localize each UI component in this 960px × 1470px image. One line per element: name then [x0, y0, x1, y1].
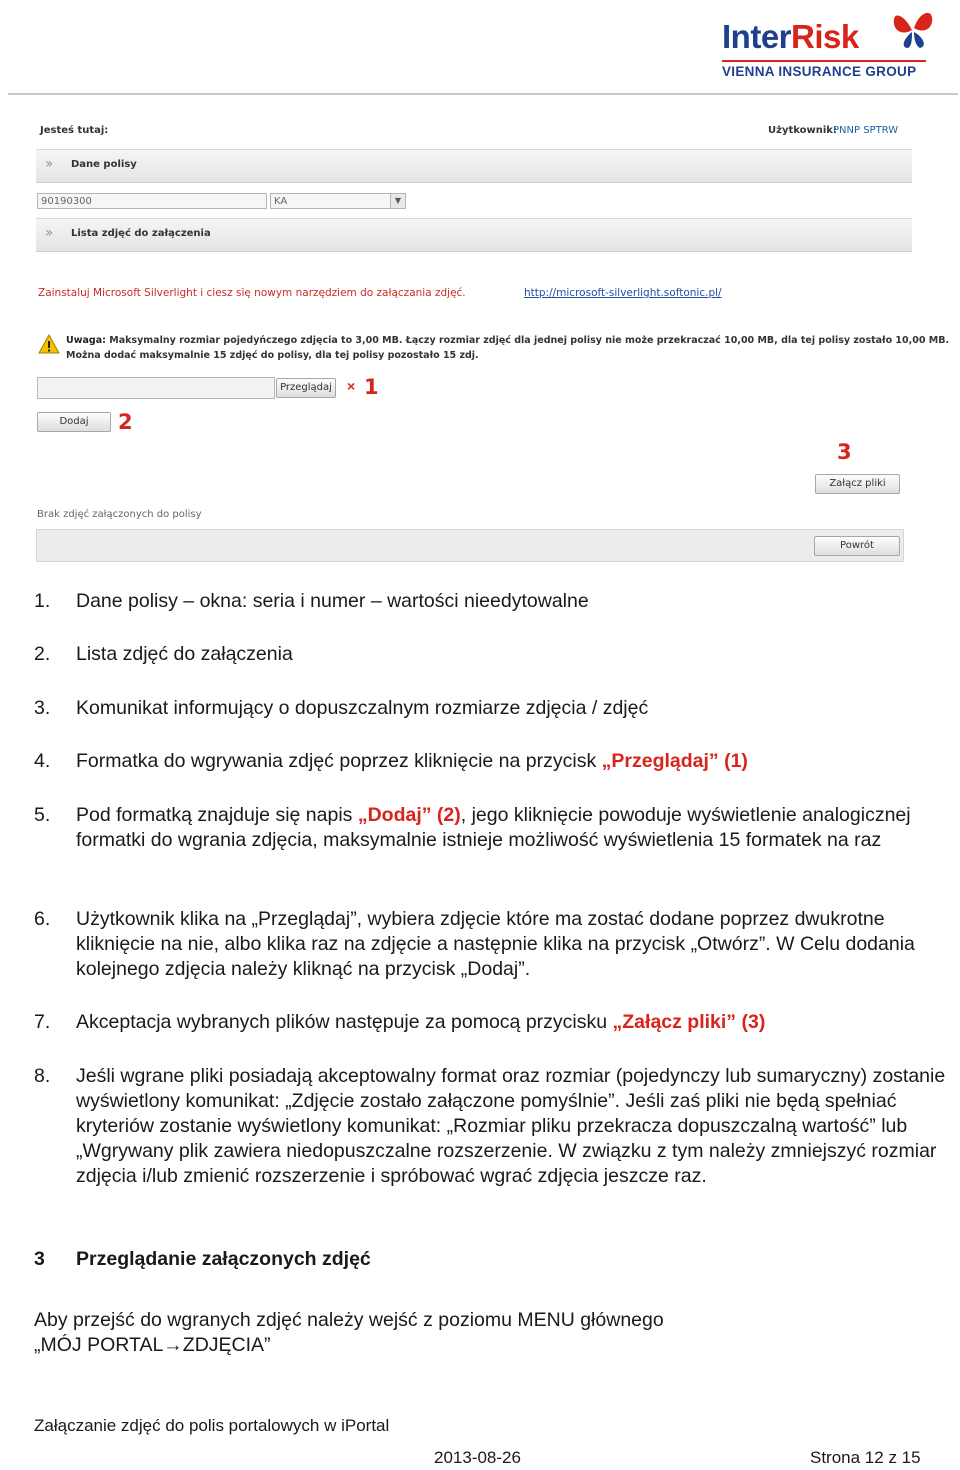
list-number: 2. — [34, 643, 51, 665]
warning-lead: Uwaga: — [66, 335, 106, 346]
chevron-right-icon: ›› — [45, 225, 51, 241]
file-path-input[interactable] — [37, 377, 275, 399]
list-item — [0, 803, 960, 879]
list-item — [0, 749, 960, 774]
list-highlight: „Załącz pliki” (3) — [612, 1011, 766, 1033]
list-text: Komunikat informujący o dopuszczalnym rozmiarze zdjęcia / zdjęć — [76, 697, 649, 719]
add-button[interactable]: Dodaj — [37, 412, 111, 432]
butterfly-icon — [890, 4, 936, 54]
no-photos-message: Brak zdjęć załączonych do polisy — [37, 509, 202, 520]
list-text: Użytkownik klika na „Przeglądaj”, wybiera zdjęcie które ma zostać dodane poprzez dwukrotne kliknięcie na nie, albo klika raz na zdjęcie a następnie klika na przycisk „Otwórz”. W Celu dodania kolejnego zdjęcia należy kliknąć na przycisk „Dodaj”. — [76, 908, 915, 980]
list-text — [76, 803, 960, 853]
warning-line-1: Maksymalny rozmiar pojedyńczego zdjęcia to 3,00 MB. Łączy rozmiar zdjęć dla jednej polisy nie może przekraczać 10,00 MB, dla tej polisy zostało 10,00 MB. — [109, 335, 950, 346]
list-text: Jeśli wgrane pliki posiadają akceptowalny format oraz rozmiar (pojedynczy lub sumaryczny) zostanie wyświetlony komunikat: „Zdjęcie zostało załączone pomyślnie”. Jeśli zaś pliki nie będą spełniać kryteriów zostanie wyświetlony komunikat: „Rozmiar pliku przekracza dopuszczalną wartość” lub „Wgrywany plik zawiera niedopuszczalne rozszerzenie. W związku z tym należy zmniejszyć rozmiar zdjęcia i/lub zmienić rozszerzenie i spróbować wgrać zdjęcia jeszcze raz. — [76, 1065, 946, 1187]
callout-marker-2: 2 — [118, 410, 133, 434]
logo-underline — [722, 60, 926, 62]
policy-series-select[interactable] — [270, 193, 406, 209]
list-text — [76, 1010, 960, 1035]
footer-document-title: Załączanie zdjęć do polis portalowych w iPortal — [34, 1416, 390, 1435]
warning-line-2: Można dodać maksymalnie 15 zdjęć do polisy, dla tej polisy pozostało 15 zdj. — [66, 350, 479, 361]
back-button[interactable]: Powrót — [814, 536, 900, 556]
list-highlight: „Dodaj” (2) — [357, 804, 461, 826]
warning-icon — [38, 334, 60, 354]
user-name[interactable]: PNNP SPTRW — [833, 125, 899, 136]
list-number: 4. — [34, 750, 51, 772]
interrisk-logo — [718, 4, 938, 86]
logo-wordmark — [722, 18, 859, 56]
list-item — [0, 642, 960, 667]
photos-section-bar[interactable] — [36, 218, 912, 252]
policy-number-field[interactable]: 90190300 — [37, 193, 267, 209]
list-number: 8. — [34, 1065, 51, 1087]
list-text-trail: , jego kliknięcie powoduje wyświetlenie analogicznej formatki do wgrania zdjęcia, maksymalnie istnieje możliwość wyświetlenia 15 formatek na raz — [76, 804, 911, 851]
actions-panel — [36, 529, 904, 562]
list-text — [76, 749, 960, 774]
policy-section-title: Dane polisy — [71, 159, 137, 170]
list-text-lead: Akceptacja wybranych plików następuje za pomocą przycisku — [76, 1011, 613, 1033]
list-text: Dane polisy – okna: seria i numer – wartości nieedytowalne — [76, 590, 589, 612]
list-number: 1. — [34, 590, 51, 612]
chevron-right-icon: ›› — [45, 156, 51, 172]
logo-tagline: VIENNA INSURANCE GROUP — [722, 64, 917, 79]
dropdown-arrow-icon: ▼ — [390, 194, 405, 208]
list-number: 3. — [34, 697, 51, 719]
footer-page-number: Strona 12 z 15 — [810, 1448, 921, 1467]
attach-files-button[interactable]: Załącz pliki — [815, 474, 900, 494]
logo-word-main: Inter — [722, 18, 792, 55]
silverlight-message: Zainstaluj Microsoft Silverlight i ciesz się nowym narzędziem do załączania zdjęć. — [38, 287, 466, 299]
list-text-lead: Formatka do wgrywania zdjęć poprzez kliknięcie na przycisk — [76, 750, 602, 772]
list-text: Lista zdjęć do załączenia — [76, 643, 293, 665]
list-item — [0, 1010, 960, 1035]
list-number: 5. — [34, 804, 51, 826]
paragraph-line-2: „MÓJ PORTAL→ZDJĘCIA” — [34, 1334, 271, 1356]
callout-marker-1: 1 — [364, 375, 379, 399]
section-paragraph — [34, 1308, 934, 1358]
user-label: Użytkownik: — [768, 125, 837, 136]
section-title: Przeglądanie załączonych zdjęć — [76, 1248, 371, 1270]
policy-series-value: KA — [274, 196, 288, 207]
list-number: 6. — [34, 908, 51, 930]
footer-date: 2013-08-26 — [434, 1448, 521, 1467]
browse-button[interactable]: Przeglądaj — [276, 378, 336, 398]
list-text-lead: Pod formatką znajduje się napis — [76, 804, 358, 826]
section-number: 3 — [34, 1248, 45, 1270]
header-divider — [8, 93, 958, 95]
logo-word-accent: Risk — [791, 18, 859, 55]
list-item — [0, 1064, 960, 1214]
size-limit-warning — [66, 335, 949, 346]
policy-section-bar[interactable] — [36, 149, 912, 183]
paragraph-line-1: Aby przejść do wgranych zdjęć należy wejść z poziomu MENU głównego — [34, 1309, 664, 1331]
breadcrumb-label: Jesteś tutaj: — [40, 125, 109, 136]
callout-marker-3: 3 — [837, 440, 852, 464]
photos-section-title: Lista zdjęć do załączenia — [71, 228, 211, 239]
remove-file-icon[interactable]: × — [347, 378, 356, 394]
silverlight-link[interactable]: http://microsoft-silverlight.softonic.pl/ — [524, 287, 722, 299]
list-highlight: „Przeglądaj” (1) — [601, 750, 748, 772]
list-item — [0, 696, 960, 721]
list-item — [0, 589, 960, 614]
list-number: 7. — [34, 1011, 51, 1033]
list-item — [0, 907, 960, 983]
